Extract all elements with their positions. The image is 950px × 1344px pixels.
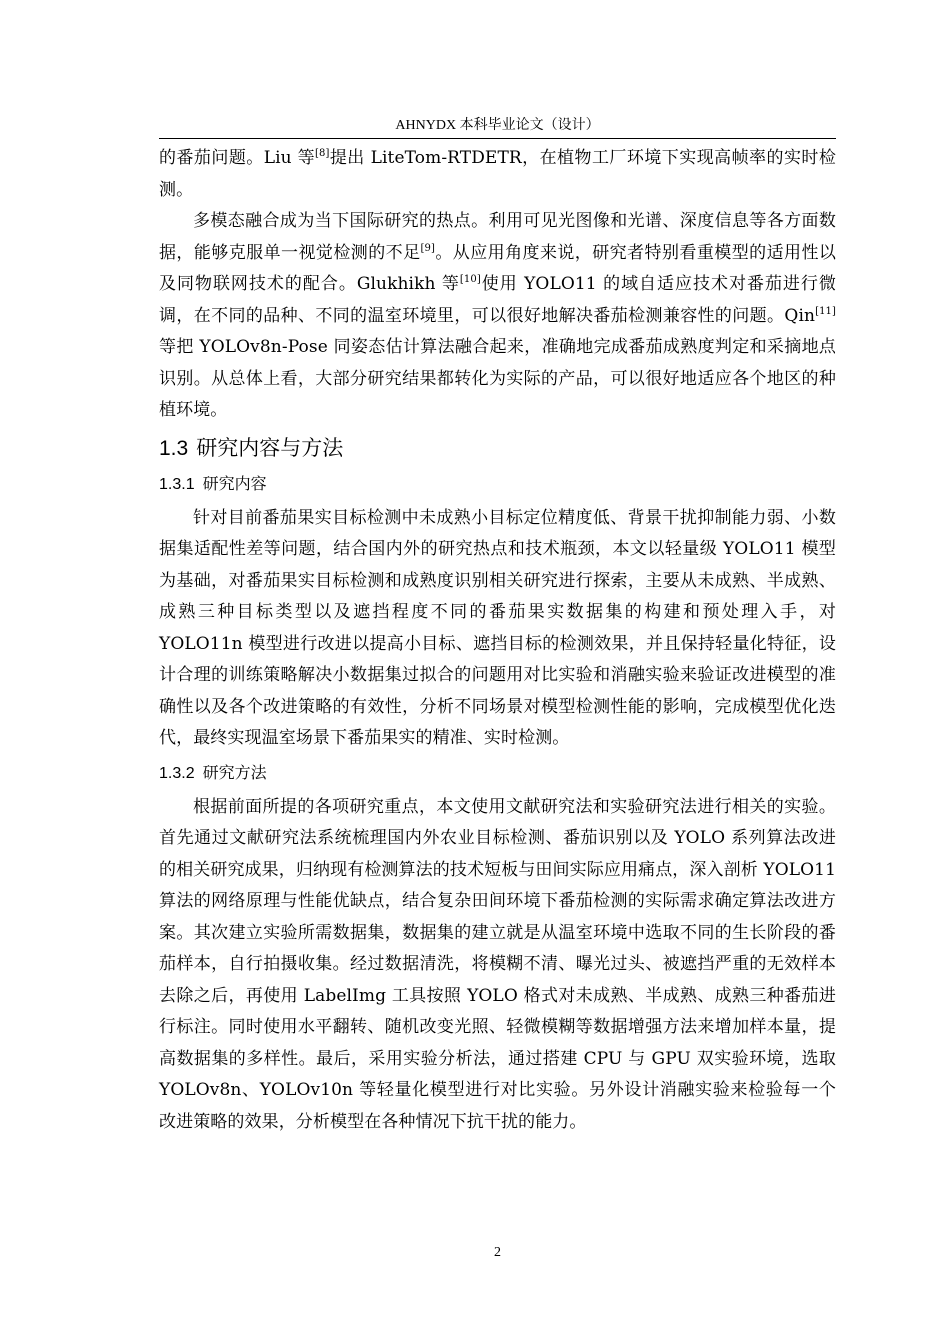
text-run: 提出 LiteTom-RTDETR，在植物工厂环境下实现高帧率的实时检测。 — [159, 148, 836, 200]
section-title: 研究内容与方法 — [196, 435, 344, 460]
subsection-number: 1.3.2 — [159, 764, 195, 782]
text-run: 多模态融合成为当下国际研究的热点。利用可见光图像和光谱、深度信息等各方面数据，能够克服单一视觉检测的不足 — [159, 211, 836, 263]
citation-ref: [9] — [420, 242, 435, 254]
paragraph-research-content: 针对目前番茄果实目标检测中未成熟小目标定位精度低、背景干扰抑制能力弱、小数据集适配性差等问题，结合国内外的研究热点和技术瓶颈，本文以轻量级 YOLO11 模型为基础，对番茄果实目标检测和成熟度识别相关研究进行探索，主要从未成熟、半成熟、成熟三种目标类型以及遮挡程度不同的番茄果实数据集的构建和预处理入手，对 YOLO11n 模型进行改进以提高小目标、遮挡目标的检测效果，并且保持轻量化特征，设计合理的训练策略解决小数据集过拟合的问题用对比实验和消融实验来验证改进模型的准确性以及各个改进策略的有效性，分析不同场景对模型检测性能的影响，完成模型优化迭代，最终实现温室场景下番茄果实的精准、实时检测。 — [159, 507, 836, 748]
citation-ref: [8] — [315, 148, 330, 159]
paragraph-research-method: 根据前面所提的各项研究重点，本文使用文献研究法和实验研究法进行相关的实验。首先通过文献研究法系统梳理国内外农业目标检测、番茄识别以及 YOLO 系列算法改进的相关研究成果，归纳现有检测算法的技术短板与田间实际应用痛点，深入剖析 YOLO11 算法的网络原理与性能优缺点，结合复杂田间环境下番茄检测的实际需求确定算法改进方案。其次建立实验所需数据集，数据集的建立就是从温室环境中选取不同的生长阶段的番茄样本，自行拍摄收集。经过数据清洗，将模糊不清、曝光过头、被遮挡严重的无效样本去除之后，再使用 LabelImg 工具按照 YOLO 格式对未成熟、半成熟、成熟三种番茄进行标注。同时使用水平翻转、随机改变光照、轻微模糊等数据增强方法来增加样本量，提高数据集的多样性。最后，采用实验分析法，通过搭建 CPU 与 GPU 双实验环境，选取 YOLOv8n、YOLOv10n 等轻量化模型进行对比实验。另外设计消融实验来检验每一个改进策略的效果，分析模型在各种情况下抗干扰的能力。 — [159, 796, 836, 1132]
header-rule — [159, 138, 836, 139]
text-run: 。从应用角度来说，研究者特别看重模型的适用性以及同物联网技术的配合。Glukhikh 等 — [159, 242, 836, 294]
citation-ref: [10] — [459, 274, 481, 285]
subsection-title: 研究方法 — [202, 762, 267, 782]
subsection-title: 研究内容 — [202, 473, 267, 493]
page-number: 2 — [494, 1245, 501, 1260]
subsection-heading-1-3-2 — [159, 757, 836, 790]
paragraph-continuation — [159, 143, 836, 206]
subsection-heading-1-3-1 — [159, 468, 836, 501]
section-number: 1.3 — [159, 436, 189, 460]
text-run: 等把 YOLOv8n-Pose 同姿态估计算法融合起来，准确地完成番茄成熟度判定和采摘地点识别。从总体上看，大部分研究结果都转化为实际的产品，可以很好地适应各个地区的种植环境。 — [159, 337, 836, 420]
text-run: 的番茄问题。Liu 等 — [159, 148, 316, 168]
page-header: AHNYDX 本科毕业论文（设计） — [395, 118, 600, 133]
text-run: 使用 YOLO11 的域自适应技术对番茄进行微调，在不同的品种、不同的温室环境里，可以很好地解决番茄检测兼容性的问题。Qin — [159, 274, 837, 326]
page-body — [159, 143, 836, 1138]
section-heading-1-3 — [159, 431, 836, 466]
paragraph-multimodal — [159, 206, 836, 427]
subsection-number: 1.3.1 — [159, 475, 195, 493]
citation-ref: [11] — [815, 305, 836, 317]
